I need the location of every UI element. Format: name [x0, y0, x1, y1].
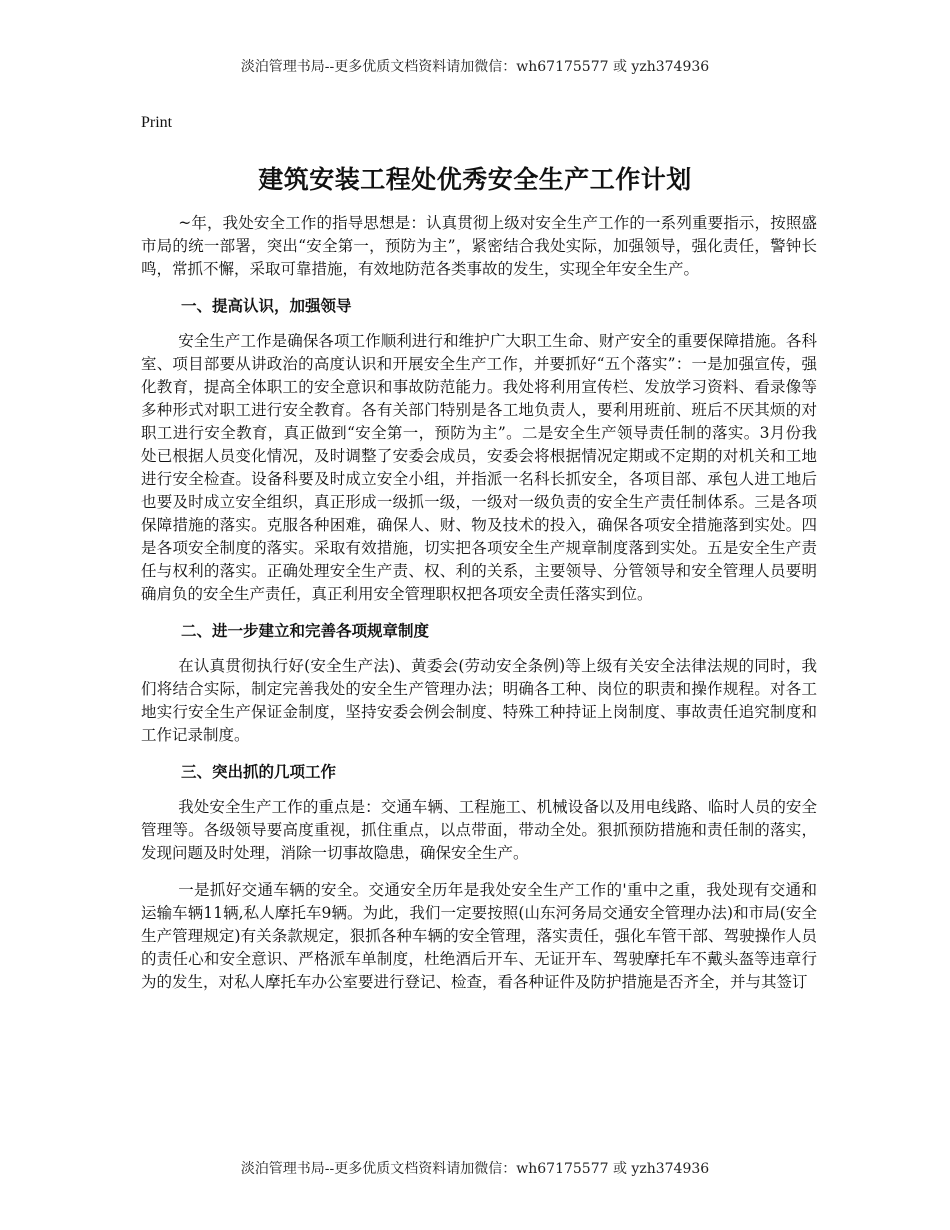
section-2-paragraph-1: 在认真贯彻执行好(安全生产法)、黄委会(劳动安全条例)等上级有关安全法律法规的同时，我们将结合实际，制定完善我处的安全生产管理办法；明确各工种、岗位的职责和操作规程。对各工地实行安全生产保证金制度，坚持安委会例会制度、特殊工种持证上岗制度、事故责任追究制度和工作记录制度。	[141, 657, 817, 744]
header-watermark-note: 淡泊管理书局--更多优质文档资料请加微信：wh67175577 或 yzh374936	[240, 59, 710, 75]
section-heading-2: 二、进一步建立和完善各项规章制度	[181, 622, 430, 640]
intro-paragraph: ~年，我处安全工作的指导思想是：认真贯彻上级对安全生产工作的一系列重要指示，按照盛市局的统一部署，突出“安全第一，预防为主”，紧密结合我处实际，加强领导，强化责任，警钟长鸣，常抓不懈，采取可靠措施，有效地防范各类事故的发生，实现全年安全生产。	[141, 214, 817, 278]
footer-watermark-note: 淡泊管理书局--更多优质文档资料请加微信：wh67175577 或 yzh374936	[240, 1161, 710, 1177]
section-heading-3: 三、突出抓的几项工作	[181, 763, 337, 781]
document-title: 建筑安装工程处优秀安全生产工作计划	[258, 165, 692, 194]
document-body	[141, 212, 817, 994]
section-1-paragraph-1: 安全生产工作是确保各项工作顺利进行和维护广大职工生命、财产安全的重要保障措施。各科室、项目部要从讲政治的高度认识和开展安全生产工作，并要抓好“五个落实”：一是加强宣传，强化教育，提高全体职工的安全意识和事故防范能力。我处将利用宣传栏、发放学习资料、看录像等多种形式对职工进行安全教育。各有关部门特别是各工地负责人，要利用班前、班后不厌其烦的对职工进行安全教育，真正做到“安全第一，预防为主”。二是安全生产领导责任制的落实。3月份我处已根据人员变化情况，及时调整了安委会成员，安委会将根据情况定期或不定期的对机关和工地进行安全检查。设备科要及时成立安全小组，并指派一名科长抓安全，各项目部、承包人进工地后也要及时成立安全组织，真正形成一级抓一级，一级对一级负责的安全生产责任制体系。三是各项保障措施的落实。克服各种困难，确保人、财、物及技术的投入，确保各项安全措施落到实处。四是各项安全制度的落实。采取有效措施，切实把各项安全生产规章制度落到实处。五是安全生产责任与权利的落实。正确处理安全生产责、权、利的关系，主要领导、分管领导和安全管理人员要明确肩负的安全生产责任，真正利用安全管理职权把各项安全责任落实到位。	[141, 332, 817, 603]
section-heading-1: 一、提高认识，加强领导	[181, 297, 352, 315]
section-3-paragraph-1: 我处安全生产工作的重点是：交通车辆、工程施工、机械设备以及用电线路、临时人员的安全管理等。各级领导要高度重视，抓住重点，以点带面，带动全处。狠抓预防措施和责任制的落实，发现问题及时处理，消除一切事故隐患，确保安全生产。	[141, 798, 817, 862]
section-3-paragraph-2: 一是抓好交通车辆的安全。交通安全历年是我处安全生产工作的'重中之重，我处现有交通和运输车辆11辆,私人摩托车9辆。为此，我们一定要按照(山东河务局交通安全管理办法)和市局(安全生产管理规定)有关条款规定，狠抓各种车辆的安全管理，落实责任，强化车管干部、驾驶操作人员的责任心和安全意识、严格派车单制度，杜绝酒后开车、无证开车、驾驶摩托车不戴头盔等违章行为的发生，对私人摩托车办公室要进行登记、检查，看各种证件及防护措施是否齐全，并与其签订	[141, 881, 817, 991]
print-label: Print	[141, 114, 173, 131]
